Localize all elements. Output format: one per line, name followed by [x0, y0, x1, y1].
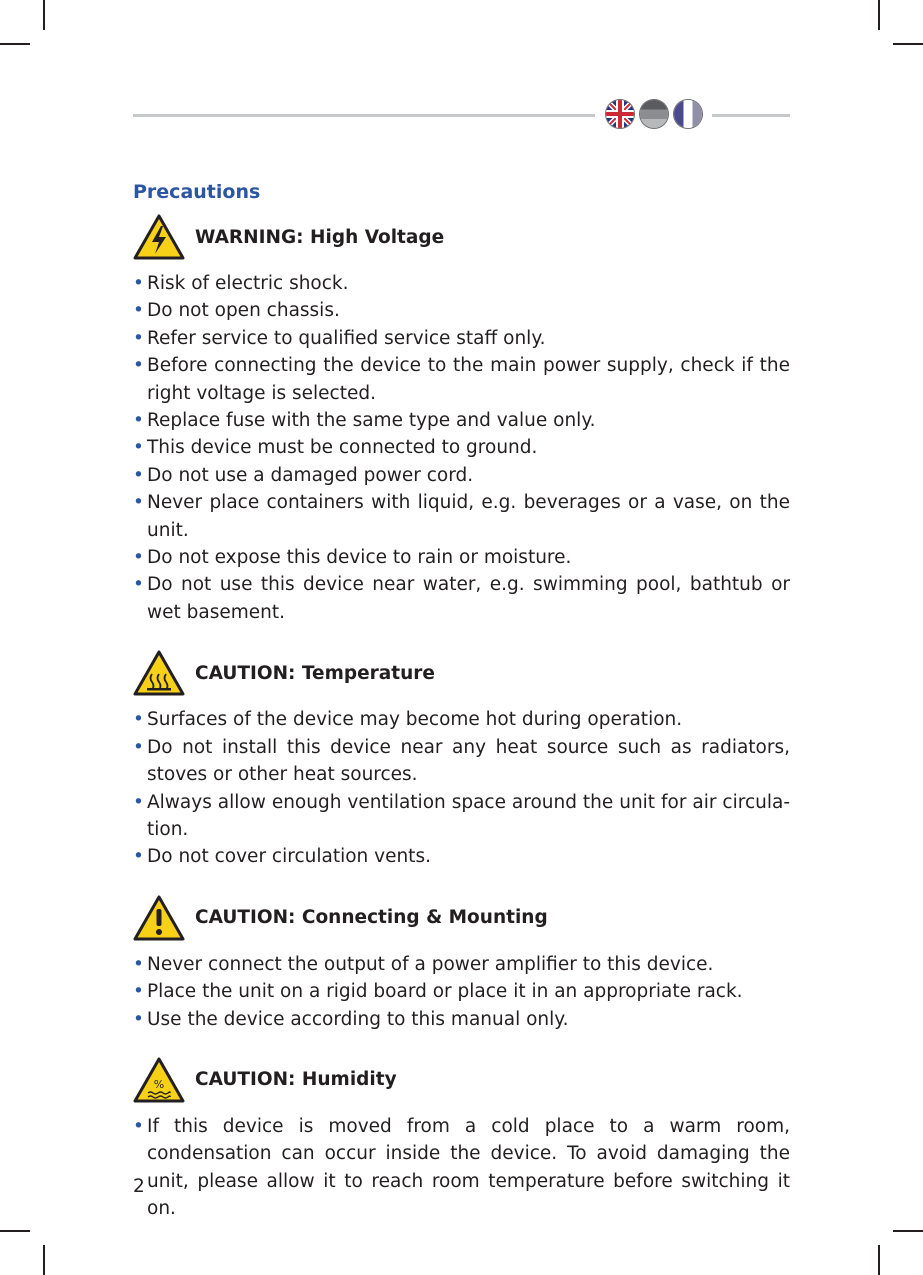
list-item: • Always allow enough ventilation space around the unit for air circula-tion.	[133, 789, 790, 844]
language-flags	[606, 100, 702, 128]
section-title: CAUTION: Temperature	[195, 662, 435, 684]
section-header	[133, 1055, 790, 1105]
list-item: • Never connect the output of a power amplifier to this device.	[133, 951, 790, 978]
list-item: • Never place containers with liquid, e.g. beverages or a vase, on the unit.	[133, 489, 790, 544]
section-header	[133, 212, 790, 262]
crop-mark	[893, 1230, 923, 1232]
list-item: • Do not use a damaged power cord.	[133, 462, 790, 489]
bullet-list	[133, 270, 790, 626]
section-humidity	[133, 1055, 790, 1223]
crop-mark	[0, 1230, 30, 1232]
section-title: WARNING: High Voltage	[195, 226, 445, 248]
list-item: • Place the unit on a rigid board or place it in an appropriate rack.	[133, 978, 790, 1005]
crop-mark	[43, 1245, 45, 1275]
list-item: • Do not expose this device to rain or moisture.	[133, 544, 790, 571]
bullet-list	[133, 951, 790, 1033]
crop-mark	[878, 0, 880, 30]
list-item: • If this device is moved from a cold place to a warm room, condensation can occur inside the device. To avoid damaging the unit, please allow it to reach room temperature before switching it on.	[133, 1113, 790, 1223]
header-rule	[712, 114, 790, 117]
list-item: • Risk of electric shock.	[133, 270, 790, 297]
exclamation-warning-icon	[133, 895, 185, 941]
humidity-icon	[133, 1057, 185, 1103]
section-header	[133, 648, 790, 698]
bullet-list	[133, 1113, 790, 1223]
list-item: • Refer service to qualified service staff only.	[133, 325, 790, 352]
crop-mark	[878, 1245, 880, 1275]
header-rule	[133, 114, 595, 117]
list-item: • Do not open chassis.	[133, 297, 790, 324]
precautions-content	[133, 178, 790, 1245]
german-flag-icon[interactable]	[640, 100, 668, 128]
section-header	[133, 893, 790, 943]
section-high-voltage	[133, 212, 790, 626]
bullet-list	[133, 706, 790, 870]
crop-mark	[0, 43, 30, 45]
list-item: • Use the device according to this manual only.	[133, 1006, 790, 1033]
english-flag-icon[interactable]	[606, 100, 634, 128]
page-number: 2	[133, 1176, 145, 1197]
crop-mark	[43, 0, 45, 30]
section-title: CAUTION: Humidity	[195, 1069, 397, 1091]
list-item: • This device must be connected to ground.	[133, 434, 790, 461]
list-item: • Do not cover circulation vents.	[133, 843, 790, 870]
section-title: CAUTION: Connecting & Mounting	[195, 907, 548, 929]
list-item: • Surfaces of the device may become hot during operation.	[133, 706, 790, 733]
list-item: • Do not install this device near any heat source such as radiators, stoves or other heat sources.	[133, 734, 790, 789]
french-flag-icon[interactable]	[674, 100, 702, 128]
section-temperature	[133, 648, 790, 870]
hot-surface-icon	[133, 650, 185, 696]
high-voltage-icon	[133, 214, 185, 260]
list-item: • Do not use this device near water, e.g. swimming pool, bathtub or wet basement.	[133, 571, 790, 626]
list-item: • Replace fuse with the same type and value only.	[133, 407, 790, 434]
page-title: Precautions	[133, 181, 261, 203]
list-item: • Before connecting the device to the main power supply, check if the right voltage is selected.	[133, 352, 790, 407]
svg-text:%: %	[153, 1077, 165, 1091]
crop-mark	[893, 43, 923, 45]
section-connecting-mounting	[133, 893, 790, 1033]
